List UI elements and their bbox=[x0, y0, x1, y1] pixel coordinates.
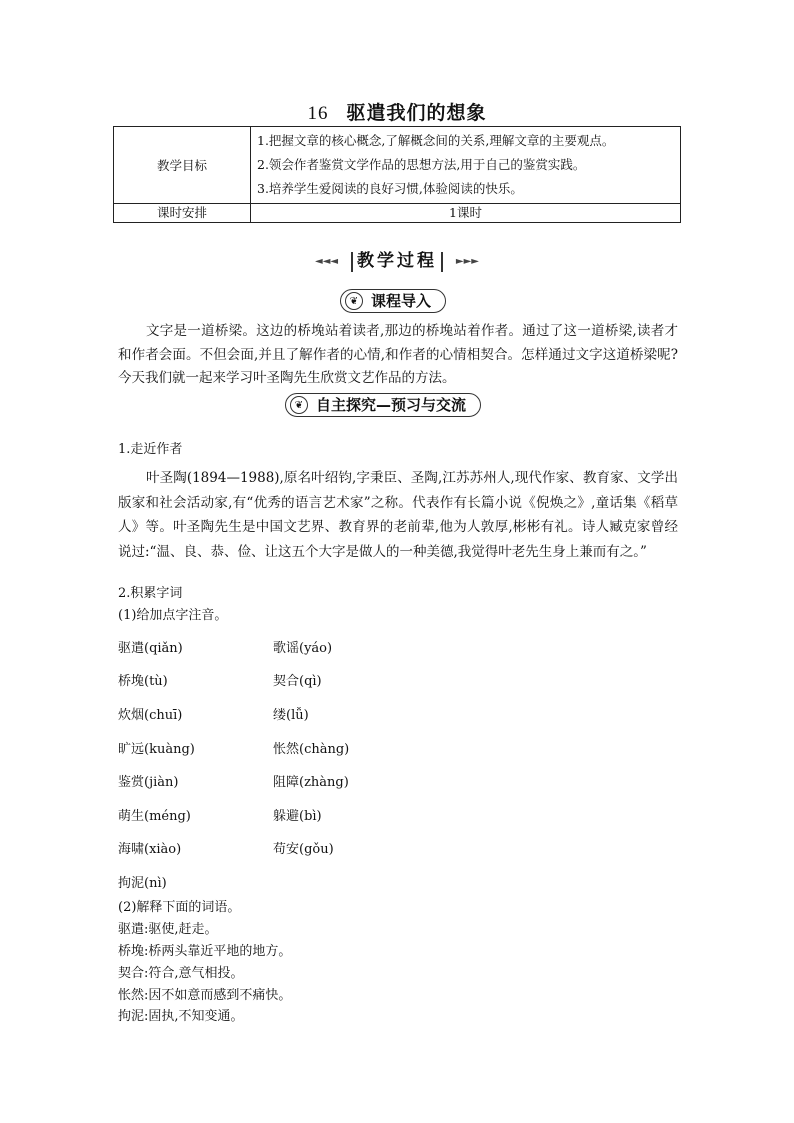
process-title: 教学过程 bbox=[357, 251, 437, 271]
item2-heading: 2.积累字词 bbox=[118, 586, 183, 601]
intro-pill bbox=[340, 289, 446, 313]
info-table bbox=[113, 126, 681, 223]
goals-label: 教学目标 bbox=[114, 127, 251, 204]
right-arrows-icon: ►►► bbox=[455, 256, 479, 267]
lesson-number: 16 bbox=[307, 103, 329, 124]
intro-paragraph: 文字是一道桥梁。这边的桥堍站着读者,那边的桥堍站着作者。通过了这一道桥梁,读者才和作者会面。不但会面,并且了解作者的心情,和作者的心情相契合。怎样通过文字这道桥梁呢?今天我们就一起来学习叶圣陶先生欣赏文艺作品的方法。 bbox=[118, 323, 678, 386]
pinyin-item: 躲避(bì) bbox=[273, 809, 322, 824]
pinyin-item: 缕(lǚ) bbox=[273, 708, 309, 723]
definition-item: 契合:符合,意气相投。 bbox=[118, 966, 244, 981]
pinyin-item: 萌生(méng) bbox=[118, 809, 191, 824]
divider bbox=[351, 252, 353, 272]
pinyin-item: 歌谣(yáo) bbox=[273, 641, 333, 656]
sub2-instruction: (2)解释下面的词语。 bbox=[118, 900, 241, 915]
pinyin-item: 怅然(chàng) bbox=[273, 742, 350, 757]
pinyin-item: 苟安(gǒu) bbox=[273, 842, 334, 857]
process-header bbox=[0, 246, 794, 272]
book-icon: ❦ bbox=[345, 292, 363, 310]
goal-item: 3.培养学生爱阅读的良好习惯,体验阅读的快乐。 bbox=[257, 181, 523, 196]
item1-heading: 1.走近作者 bbox=[118, 442, 183, 457]
pinyin-item: 拘泥(nì) bbox=[118, 876, 167, 891]
schedule-label: 课时安排 bbox=[114, 204, 251, 223]
pinyin-item: 驱遣(qiǎn) bbox=[118, 641, 183, 656]
definition-item: 拘泥:固执,不知变通。 bbox=[118, 1009, 244, 1024]
definition-item: 驱遣:驱使,赶走。 bbox=[118, 922, 218, 937]
pinyin-item: 炊烟(chuī) bbox=[118, 708, 183, 723]
sub1-instruction: (1)给加点字注音。 bbox=[118, 608, 228, 623]
pinyin-item: 海啸(xiào) bbox=[118, 842, 182, 857]
pinyin-item: 鉴赏(jiàn) bbox=[118, 775, 179, 790]
divider bbox=[441, 252, 443, 272]
explore-pill bbox=[285, 393, 481, 417]
pinyin-item: 契合(qì) bbox=[273, 674, 322, 689]
pinyin-item: 旷远(kuàng) bbox=[118, 742, 195, 757]
author-paragraph: 叶圣陶(1894—1988),原名叶绍钧,字秉臣、圣陶,江苏苏州人,现代作家、教育家、文学出版家和社会活动家,有“优秀的语言艺术家”之称。代表作有长篇小说《倪焕之》,童话集《稻草人》等。叶圣陶先生是中国文艺界、教育界的老前辈,他为人敦厚,彬彬有礼。诗人臧克家曾经说过:“温、良、恭、俭、让这五个大字是做人的一种美德,我觉得叶老先生身上兼而有之。” bbox=[118, 470, 678, 560]
left-arrows-icon: ◄◄◄ bbox=[315, 256, 339, 267]
goals-cell bbox=[251, 127, 681, 204]
lesson-title bbox=[0, 98, 794, 125]
definition-item: 桥堍:桥两头靠近平地的地方。 bbox=[118, 944, 292, 959]
definition-item: 怅然:因不如意而感到不痛快。 bbox=[118, 988, 292, 1003]
schedule-value: 1课时 bbox=[251, 204, 681, 223]
intro-pill-label: 课程导入 bbox=[371, 292, 432, 310]
goal-item: 2.领会作者鉴赏文学作品的思想方法,用于自己的鉴赏实践。 bbox=[257, 157, 586, 172]
pinyin-item: 阻障(zhàng) bbox=[273, 775, 349, 790]
goal-item: 1.把握文章的核心概念,了解概念间的关系,理解文章的主要观点。 bbox=[257, 133, 615, 148]
book-icon: ❦ bbox=[290, 396, 308, 414]
pinyin-item: 桥堍(tù) bbox=[118, 674, 168, 689]
lesson-title-text: 驱遣我们的想象 bbox=[346, 102, 487, 124]
explore-pill-label: 自主探究—预习与交流 bbox=[316, 396, 467, 414]
